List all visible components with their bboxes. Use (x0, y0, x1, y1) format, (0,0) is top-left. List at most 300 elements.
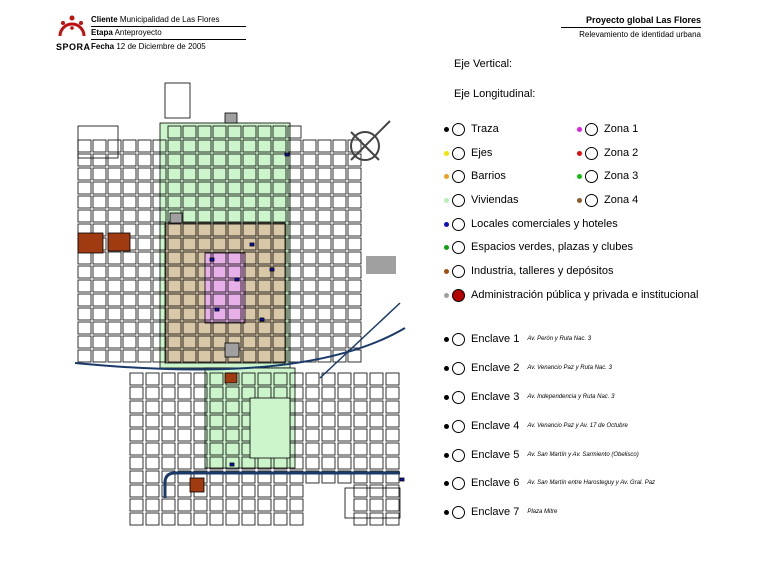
city-block (178, 513, 191, 525)
legend-item[interactable] (444, 120, 499, 138)
radio-circle-icon[interactable] (452, 265, 465, 278)
city-block (303, 280, 316, 292)
city-block (123, 308, 136, 320)
legend-item[interactable] (444, 286, 698, 304)
radio-circle-icon[interactable] (452, 506, 465, 519)
city-block (138, 210, 151, 222)
city-block (354, 499, 367, 511)
city-block (146, 373, 159, 385)
city-block (370, 513, 383, 525)
legend-zone-item[interactable] (577, 120, 638, 138)
city-block (370, 457, 383, 469)
radio-circle-icon[interactable] (452, 391, 465, 404)
city-block (123, 280, 136, 292)
city-block (210, 513, 223, 525)
city-block (274, 485, 287, 497)
city-block (274, 513, 287, 525)
city-block (146, 457, 159, 469)
legend-label: Administración pública y privada e institucional (471, 289, 699, 301)
city-block (354, 401, 367, 413)
city-block (130, 457, 143, 469)
city-block (123, 182, 136, 194)
city-block (146, 429, 159, 441)
city-block (386, 415, 399, 427)
city-block (93, 210, 106, 222)
commercial-marker (260, 318, 264, 321)
enclave-label: Enclave 2 (471, 362, 520, 374)
city-block (318, 252, 331, 264)
industry-block (190, 478, 204, 492)
city-block (138, 224, 151, 236)
legend-dot-icon (444, 424, 449, 429)
city-block (338, 429, 351, 441)
legend-label: Locales comerciales y hoteles (471, 218, 618, 230)
legend-label: Zona 2 (604, 147, 639, 159)
commercial-marker (235, 278, 239, 281)
eje-longitudinal: Eje Longitudinal: (454, 88, 536, 100)
city-block (303, 322, 316, 334)
city-block (138, 350, 151, 362)
city-block (370, 429, 383, 441)
legend-item[interactable] (444, 167, 506, 185)
radio-circle-icon[interactable] (452, 449, 465, 462)
city-block (123, 294, 136, 306)
city-block (303, 182, 316, 194)
enclave-item[interactable] (444, 359, 612, 377)
city-block (93, 322, 106, 334)
city-block (78, 336, 91, 348)
etapa-label: Etapa (91, 28, 113, 37)
city-block (303, 154, 316, 166)
city-block (333, 182, 346, 194)
railway-branch (320, 303, 400, 378)
legend-item[interactable] (444, 215, 618, 233)
enclave-item[interactable] (444, 388, 614, 406)
city-block (146, 485, 159, 497)
admin-block (170, 213, 182, 223)
gray-building (366, 256, 396, 274)
city-block (322, 387, 335, 399)
large-block (345, 488, 400, 518)
project-title: Proyecto global Las Flores (585, 15, 701, 25)
divider (561, 27, 701, 28)
city-block (178, 499, 191, 511)
city-block (130, 513, 143, 525)
city-block (162, 513, 175, 525)
enclave-label: Enclave 6 (471, 477, 520, 489)
city-block (138, 238, 151, 250)
cliente-label: Cliente (91, 15, 118, 24)
radio-circle-icon[interactable] (585, 194, 598, 207)
city-block (123, 350, 136, 362)
city-block (138, 168, 151, 180)
commercial-marker (285, 153, 289, 156)
enclave-sublabel: Av. Independencia y Ruta Nac. 3 (527, 394, 615, 400)
city-block (348, 140, 361, 152)
enclave-sublabel: Av. Perón y Ruta Nac. 3 (527, 336, 592, 342)
radio-circle-icon[interactable] (585, 170, 598, 183)
city-block (370, 415, 383, 427)
radio-circle-icon[interactable] (452, 289, 465, 302)
city-block (354, 513, 367, 525)
city-block (162, 457, 175, 469)
city-block (386, 387, 399, 399)
city-block (303, 140, 316, 152)
city-block (162, 429, 175, 441)
legend-dot-icon (444, 293, 449, 298)
legend-dot-icon (444, 337, 449, 342)
city-block (333, 238, 346, 250)
legend-label: Zona 3 (604, 170, 639, 182)
city-block (242, 513, 255, 525)
city-block (93, 336, 106, 348)
city-block (78, 308, 91, 320)
city-block (333, 154, 346, 166)
city-block (108, 294, 121, 306)
city-block (210, 499, 223, 511)
city-block (93, 182, 106, 194)
city-block (78, 182, 91, 194)
city-block (290, 485, 303, 497)
city-block (322, 429, 335, 441)
city-block (370, 485, 383, 497)
city-block (338, 457, 351, 469)
commercial-marker (215, 308, 219, 311)
city-block (306, 429, 319, 441)
city-block (290, 499, 303, 511)
city-block (318, 308, 331, 320)
city-block (348, 252, 361, 264)
city-block (226, 485, 239, 497)
city-block (93, 140, 106, 152)
radio-circle-icon[interactable] (452, 123, 465, 136)
city-block (178, 373, 191, 385)
enclave-sublabel: Av. Venancio Paz y Ruta Nac. 3 (527, 365, 612, 371)
city-block (386, 499, 399, 511)
city-block (93, 196, 106, 208)
city-block (338, 443, 351, 455)
legend-dot-icon (444, 481, 449, 486)
city-block (194, 513, 207, 525)
city-block (108, 182, 121, 194)
city-block (78, 168, 91, 180)
legend-dot-icon (444, 453, 449, 458)
fecha-label: Fecha (91, 42, 115, 51)
city-block (146, 513, 159, 525)
radio-circle-icon[interactable] (452, 333, 465, 346)
divider (91, 26, 246, 27)
city-block (348, 238, 361, 250)
legend-dot-icon (577, 174, 582, 179)
city-block (108, 322, 121, 334)
enclave-item[interactable] (444, 330, 591, 348)
cliente-value: Municipalidad de Las Flores (119, 15, 220, 24)
city-block (162, 387, 175, 399)
city-block (303, 196, 316, 208)
city-block (130, 471, 143, 483)
admin-block (225, 113, 237, 123)
city-block (93, 280, 106, 292)
enclave-sublabel: Plaza Mitre (527, 509, 558, 515)
city-block (108, 140, 121, 152)
radio-circle-icon[interactable] (452, 194, 465, 207)
city-block (178, 457, 191, 469)
radio-circle-icon[interactable] (452, 477, 465, 490)
city-block (108, 336, 121, 348)
header (0, 0, 770, 55)
city-block (333, 252, 346, 264)
city-block (333, 224, 346, 236)
legend-zone-item[interactable] (577, 167, 638, 185)
city-block (130, 415, 143, 427)
city-block (130, 443, 143, 455)
city-block (306, 387, 319, 399)
city-block (333, 294, 346, 306)
city-block (130, 499, 143, 511)
legend-item[interactable] (444, 262, 613, 280)
city-block (386, 457, 399, 469)
city-block (333, 210, 346, 222)
city-block (78, 154, 91, 166)
city-block (242, 485, 255, 497)
legend-label: Barrios (471, 170, 506, 182)
city-block (370, 401, 383, 413)
city-block (138, 182, 151, 194)
legend-label: Espacios verdes, plazas y clubes (471, 241, 634, 253)
city-block (318, 336, 331, 348)
city-block (338, 401, 351, 413)
city-block (138, 280, 151, 292)
city-block (303, 308, 316, 320)
legend-zone-item[interactable] (577, 144, 638, 162)
radio-circle-icon[interactable] (452, 241, 465, 254)
legend-label: Ejes (471, 147, 493, 159)
city-block (338, 415, 351, 427)
city-block (333, 308, 346, 320)
legend-label: Industria, talleres y depósitos (471, 265, 614, 277)
city-block (178, 415, 191, 427)
enclave-item[interactable] (444, 417, 628, 435)
industry-block (108, 233, 130, 251)
city-block (178, 443, 191, 455)
city-block (93, 168, 106, 180)
city-block (303, 210, 316, 222)
city-block (370, 443, 383, 455)
city-block (178, 429, 191, 441)
city-block (303, 294, 316, 306)
city-block (333, 140, 346, 152)
city-block (386, 513, 399, 525)
city-block (370, 387, 383, 399)
city-block (162, 415, 175, 427)
industry-block (225, 373, 237, 383)
legend-label: Traza (471, 123, 499, 135)
city-block (370, 499, 383, 511)
radio-circle-icon[interactable] (452, 170, 465, 183)
enclave-sublabel: Av. San Martín entre Harosteguy y Av. Gral. Paz (527, 480, 656, 486)
city-block (130, 429, 143, 441)
city-block (318, 266, 331, 278)
city-block (348, 266, 361, 278)
city-block (146, 415, 159, 427)
legend-item[interactable] (444, 144, 492, 162)
city-block (258, 485, 271, 497)
legend-dot-icon (577, 151, 582, 156)
city-block (108, 308, 121, 320)
enclave-label: Enclave 3 (471, 391, 520, 403)
radio-circle-icon[interactable] (452, 147, 465, 160)
city-block (318, 238, 331, 250)
city-block (78, 322, 91, 334)
city-block (333, 322, 346, 334)
city-block (386, 485, 399, 497)
city-block (78, 280, 91, 292)
legend-label: Zona 1 (604, 123, 639, 135)
project-subtitle: Relevamiento de identidad urbana (579, 30, 701, 39)
city-block (306, 373, 319, 385)
city-block (130, 387, 143, 399)
city-block (78, 350, 91, 362)
radio-circle-icon[interactable] (452, 362, 465, 375)
city-block (78, 140, 91, 152)
city-block (138, 196, 151, 208)
city-block (274, 499, 287, 511)
compass-icon (351, 121, 390, 160)
radio-circle-icon[interactable] (452, 420, 465, 433)
radio-circle-icon[interactable] (585, 123, 598, 136)
large-block (165, 83, 190, 118)
admin-block (225, 343, 239, 357)
city-block (138, 252, 151, 264)
enclave-label: Enclave 1 (471, 333, 520, 345)
legend-label: Viviendas (471, 194, 519, 206)
city-block (123, 154, 136, 166)
city-block (108, 350, 121, 362)
city-block (146, 443, 159, 455)
city-block (354, 415, 367, 427)
enclave-sublabel: Av. Venancio Paz y Av. 17 de Octubre (527, 423, 628, 429)
legend-item[interactable] (444, 191, 519, 209)
radio-circle-icon[interactable] (585, 147, 598, 160)
city-block (93, 154, 106, 166)
city-block (354, 373, 367, 385)
city-block (123, 210, 136, 222)
city-block (333, 196, 346, 208)
city-block (162, 443, 175, 455)
city-block (386, 401, 399, 413)
city-block (178, 387, 191, 399)
city-block (354, 429, 367, 441)
city-block (194, 499, 207, 511)
city-block (93, 266, 106, 278)
city-block (303, 168, 316, 180)
city-block (130, 401, 143, 413)
city-block (108, 280, 121, 292)
commercial-marker (270, 268, 274, 271)
legend-zone-item[interactable] (577, 191, 638, 209)
legend-dot-icon (444, 245, 449, 250)
city-block (386, 373, 399, 385)
city-block (258, 499, 271, 511)
city-block (93, 308, 106, 320)
city-block (290, 513, 303, 525)
enclave-label: Enclave 5 (471, 449, 520, 461)
etapa-line (91, 28, 162, 37)
city-block (333, 266, 346, 278)
city-block (78, 210, 91, 222)
city-block (242, 499, 255, 511)
city-block (348, 322, 361, 334)
city-block (123, 266, 136, 278)
city-block (348, 224, 361, 236)
city-block (123, 252, 136, 264)
divider (91, 39, 246, 40)
city-block (338, 387, 351, 399)
legend-dot-icon (444, 269, 449, 274)
city-block (318, 210, 331, 222)
fecha-value: 12 de Diciembre de 2005 (116, 42, 206, 51)
city-block (333, 336, 346, 348)
city-block (318, 224, 331, 236)
city-block (78, 266, 91, 278)
logo-text: SPORA (56, 42, 91, 52)
legend-dot-icon (444, 151, 449, 156)
city-block (318, 196, 331, 208)
city-block (93, 350, 106, 362)
city-block (130, 485, 143, 497)
city-block (338, 373, 351, 385)
legend-dot-icon (444, 366, 449, 371)
commercial-marker (250, 243, 254, 246)
enclave-label: Enclave 7 (471, 506, 520, 518)
city-block (138, 294, 151, 306)
city-block (348, 280, 361, 292)
enclave-item[interactable] (444, 446, 639, 464)
city-block (93, 252, 106, 264)
city-block (303, 336, 316, 348)
city-block (354, 443, 367, 455)
etapa-value: Anteproyecto (114, 28, 162, 37)
city-block (162, 373, 175, 385)
legend-item[interactable] (444, 238, 633, 256)
city-block (93, 294, 106, 306)
city-block (333, 168, 346, 180)
park-block (250, 398, 290, 458)
radio-circle-icon[interactable] (452, 218, 465, 231)
enclave-item[interactable] (444, 503, 557, 521)
city-block (306, 457, 319, 469)
city-block (138, 266, 151, 278)
city-block (322, 415, 335, 427)
enclave-sublabel: Av. San Martín y Av. Sarmiento (Obelisco) (527, 452, 639, 458)
city-block (348, 308, 361, 320)
city-block (318, 294, 331, 306)
city-blocks (78, 83, 404, 525)
enclave-item[interactable] (444, 474, 655, 492)
city-block (303, 252, 316, 264)
city-block (108, 252, 121, 264)
city-block (123, 336, 136, 348)
city-block (138, 140, 151, 152)
city-block (130, 373, 143, 385)
city-block (108, 154, 121, 166)
city-block (303, 238, 316, 250)
city-block (318, 322, 331, 334)
city-block (303, 224, 316, 236)
city-block (108, 266, 121, 278)
city-block (108, 196, 121, 208)
city-block (210, 485, 223, 497)
